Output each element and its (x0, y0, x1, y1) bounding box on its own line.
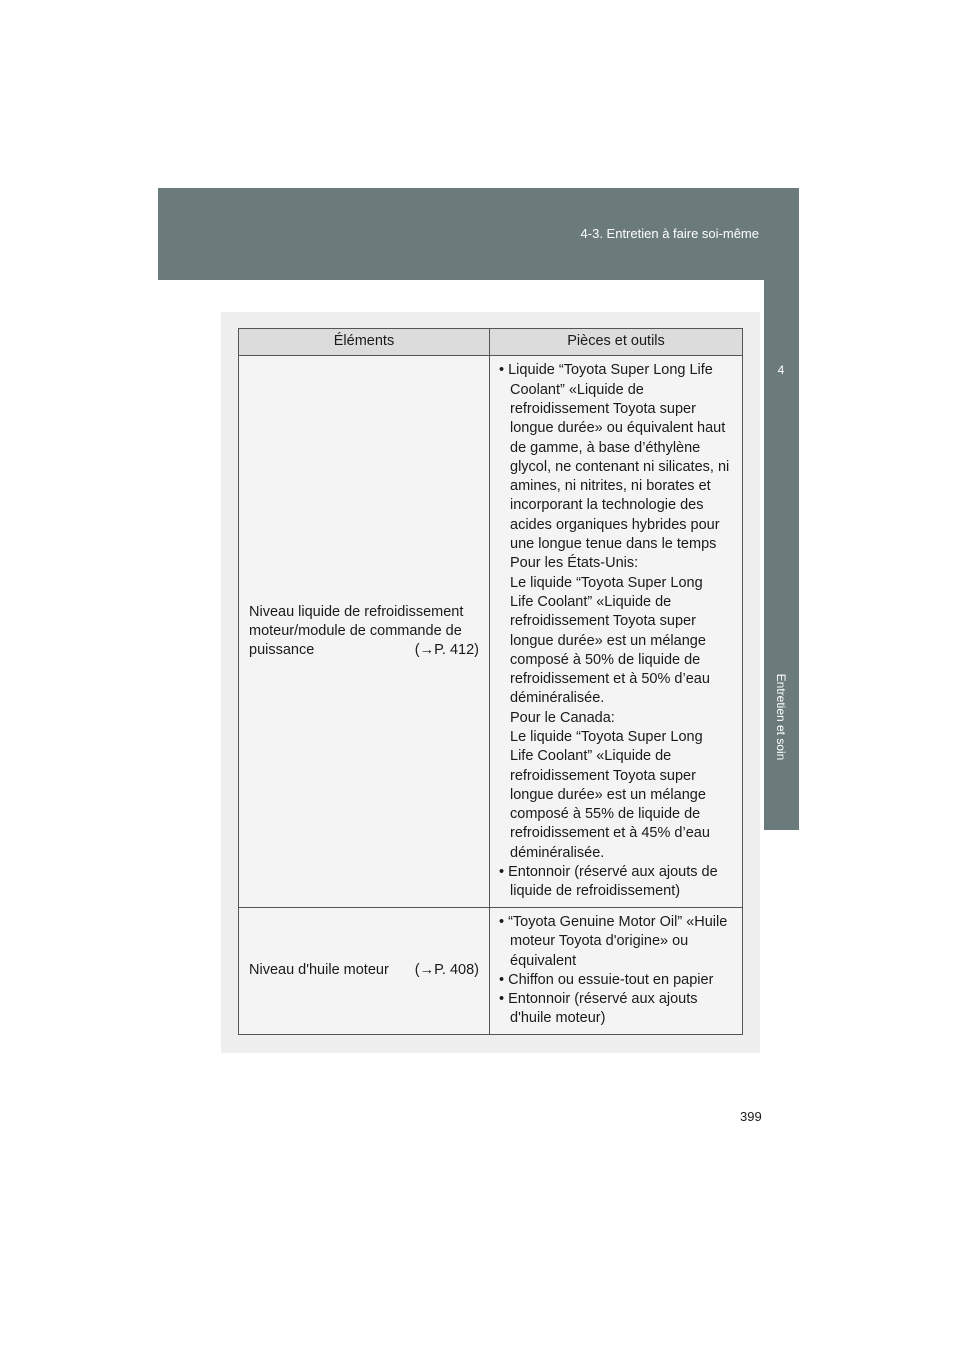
parts-line: Coolant” «Liquide de (510, 381, 644, 398)
parts-line: refroidissement Toyota super (510, 613, 696, 630)
chapter-number: 4 (777, 363, 785, 377)
parts-line: • Liquide “Toyota Super Long Life (499, 362, 713, 379)
parts-line: composé à 55% de liquide de (510, 806, 701, 823)
parts-line: de gamme, à base d’éthylène (510, 439, 701, 456)
parts-line: • “Toyota Genuine Motor Oil” «Huile (499, 914, 728, 930)
parts-line: refroidissement Toyota super (510, 400, 696, 417)
parts-line: Pour les États-Unis: (510, 555, 639, 572)
parts-line: longue durée» est un mélange (510, 786, 706, 803)
item-cell (239, 356, 490, 908)
parts-line: glycol, ne contenant ni silicates, ni (510, 458, 730, 475)
header-items: Éléments (239, 329, 490, 356)
parts-line: Life Coolant” «Liquide de (510, 593, 672, 610)
parts-line: composé à 50% de liquide de (510, 651, 701, 668)
table-header-row (239, 329, 743, 356)
item-text: puissance (249, 642, 315, 659)
parts-line: équivalent (510, 952, 577, 969)
header-parts-tools: Pièces et outils (490, 329, 743, 356)
parts-line: • Entonnoir (réservé aux ajouts (499, 991, 698, 1008)
parts-line: refroidissement et à 45% d’eau (510, 825, 710, 842)
item-cell (239, 908, 490, 1035)
page-number: 399 (740, 1109, 762, 1124)
parts-line: acides organiques hybrides pour (510, 516, 720, 533)
table-row (239, 356, 743, 908)
parts-line: amines, ni nitrites, ni borates et (510, 478, 711, 495)
chapter-label: Entretien et soin (774, 673, 788, 761)
parts-line: • Entonnoir (réservé aux ajouts de (499, 864, 718, 881)
parts-line: Le liquide “Toyota Super Long (510, 574, 703, 591)
item-text: Niveau liquide de refroidissement (249, 603, 464, 620)
parts-line: refroidissement et à 50% d’eau (510, 671, 710, 688)
parts-line: Le liquide “Toyota Super Long (510, 728, 703, 745)
parts-cell (490, 908, 743, 1035)
table-row (239, 908, 743, 1035)
parts-line: d'huile moteur) (510, 1010, 606, 1027)
parts-line: moteur Toyota d'origine» ou (510, 933, 689, 950)
section-title: 4-3. Entretien à faire soi-même (580, 226, 759, 241)
parts-line: déminéralisée. (510, 690, 605, 707)
parts-line: longue durée» est un mélange (510, 632, 706, 649)
parts-line: Life Coolant” «Liquide de (510, 748, 672, 765)
parts-line: une longue tenue dans le temps (510, 536, 717, 553)
parts-cell (490, 356, 743, 908)
parts-line: liquide de refroidissement) (510, 883, 681, 900)
parts-line: longue durée» ou équivalent haut (510, 420, 726, 437)
page-reference: (→P. 412) (414, 642, 479, 659)
section-header (158, 188, 799, 280)
parts-line: • Chiffon ou essuie-tout en papier (499, 971, 714, 988)
item-text: Niveau d'huile moteur (249, 962, 389, 979)
page-reference: (→P. 408) (414, 962, 479, 979)
parts-line: refroidissement Toyota super (510, 767, 696, 784)
parts-line: Pour le Canada: (510, 709, 615, 726)
parts-table (238, 328, 743, 1035)
item-text: moteur/module de commande de (249, 622, 462, 639)
parts-line: déminéralisée. (510, 844, 605, 861)
parts-line: incorporant la technologie des (510, 497, 704, 514)
